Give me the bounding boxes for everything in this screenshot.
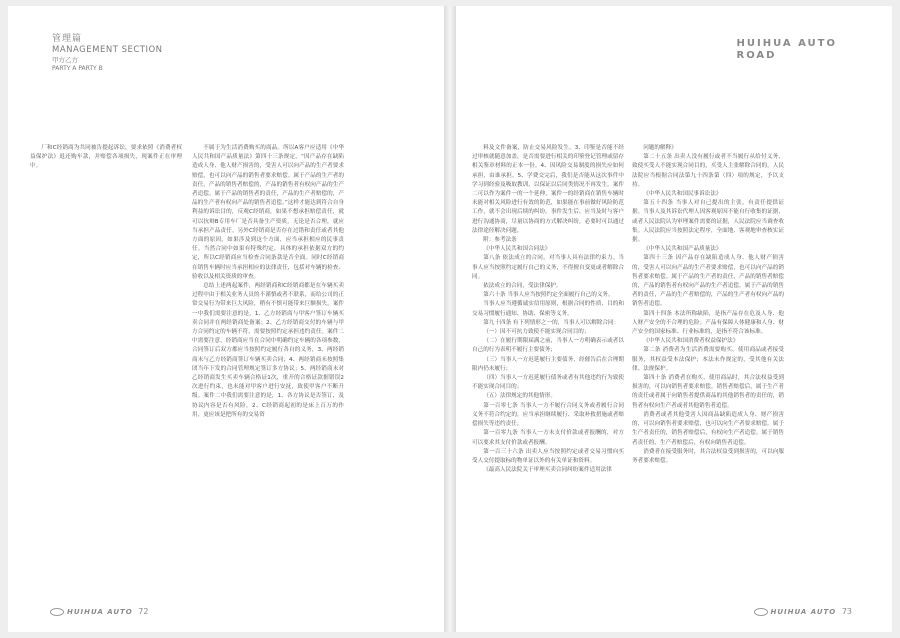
text-column-1	[30, 144, 182, 172]
section-subtitle-cn: 甲方乙方	[52, 56, 78, 64]
law-title: 《中华人民共和国合同法》	[483, 246, 551, 253]
footer-logo: HUIHUA AUTO	[754, 608, 837, 616]
paragraph: 问题的解释》	[643, 145, 677, 151]
paragraph: 第五十四条 当事人对自己提出的主张，有责任提供证据。当事人及其诉讼代理人因客观原因不能自行收集的证据，或者人民法院认为审理案件需要的证据，人民法院应当调查收集。人民法院应当按照法定程序，全面地、客观地审查核实证据。	[632, 200, 784, 244]
paragraph: 第一百零九条 当事人一方未支付价款或者报酬的，对方可以要求其支付价款或者报酬。	[472, 430, 624, 446]
paragraph: 第一百零七条 当事人一方不履行合同义务或者履行合同义务不符合约定的，应当承担继续履行、采取补救措施或者赔偿损失等违约责任。	[472, 402, 624, 428]
paragraph: 第四十条 消费者在购买、使用商品时，其合法权益受到损害的，可以向销售者要求赔偿。销售者赔偿后，属于生产者的责任或者属于向销售者提供商品的其他销售者的责任的，销售者有权向生产者或者其他销售者追偿。	[632, 375, 784, 409]
paragraph: （五）法律规定的其他情形。	[483, 393, 556, 400]
paragraph: （三）当事人一方迟延履行主要债务，经催告后在合理期限内仍未履行；	[472, 356, 624, 372]
section-header	[52, 34, 163, 73]
paragraph: 依法成立的合同，受法律保护。	[483, 283, 562, 290]
law-title: 《中华人民共和国民事诉讼法》	[643, 191, 722, 198]
paragraph: 厂和C经销商为共同被告提起诉讼，要求依照《消费者权益保护法》退还购车款，并赔偿各项损失，现案件正在审理中。	[30, 145, 182, 170]
text-column-3	[472, 144, 624, 475]
paragraph: 附：参考法条	[483, 237, 517, 244]
paragraph: 第四十四条 本法所称缺陷，是指产品存在危及人身、他人财产安全的不合理的危险；产品有保障人体健康和人身、财产安全的国家标准、行业标准的，是指不符合该标准。	[632, 310, 784, 336]
right-page	[456, 6, 892, 632]
paragraph: （一）因不可抗力致使不能实现合同目的；	[483, 329, 590, 336]
book-gutter	[444, 6, 456, 632]
footer-right	[754, 607, 852, 616]
section-title-en: MANAGEMENT SECTION	[52, 45, 163, 55]
paragraph: （二）在履行期限届满之前，当事人一方明确表示或者以自己的行为表明不履行主要债务；	[472, 338, 624, 354]
paragraph: 总结上述两起案件，两经销商和C经销商都是在车辆买卖过程中由于相关业务人员的不谨慎或者不联系，而给公司的正常交易行为带来巨大风险，稍有不慎可能带来巨额损失。案件一中我们需要注意的是，1、乙方经销商与甲客户签订车辆买卖合同并在两经销商处备案；2、乙方经销商交付的车辆与甲方合同约定的车辆不符，需要按照约定承担违约责任。案件二中需要注意，经销商应当在合同中明确约定车辆的各项参数，合同签订后双方都应当按照约定履行各自的义务，3、两经销商未与乙方经销商签订车辆买卖合同；4、两经销商未按照集团当年下发的合同管理规定签订多方协议；5、两经销商未对乙经销商发生买卖车辆合格证1次，重开的合格证款据错误2次进行约束，也未能对甲客户进行安抚，致使甲客户不断升级。案件二中我们需要注意的是，1、各方协议是否签订，及协议内容是否有风险，2、C经销商起初的是床上百万的作用，更应该是把所有的交易资	[192, 283, 344, 418]
paragraph: 当事人应当遵循诚实信用原则，根据合同的性质、目的和交易习惯履行通知、协助、保密等义务。	[472, 301, 624, 317]
paragraph: 第八条 依法成立的合同，对当事人具有法律约束力。当事人应当按照约定履行自己的义务，不得擅自变更或者解除合同。	[472, 255, 624, 280]
law-title: 《中华人民共和国产品质量法》	[643, 246, 722, 253]
footer-logo: HUIHUA AUTO	[50, 608, 133, 616]
paragraph: 第四十三条 因产品存在缺陷造成人身、他人财产损害的，受害人可以向产品的生产者要求赔偿，也可以向产品的销售者要求赔偿。属于产品的生产者的责任，产品的销售者赔偿的，产品的销售者有权向产品的生产者追偿。属于产品的销售者的责任，产品的生产者赔偿的，产品的生产者有权向产品的销售者追偿。	[632, 255, 784, 308]
paragraph: 第六十条 当事人应当按照约定全面履行自己的义务。	[483, 292, 614, 299]
page-number: 73	[841, 607, 852, 616]
paragraph: 消费者或者其他受害人因商品缺陷造成人身、财产损害的，可以向销售者要求赔偿，也可以向生产者要求赔偿。属于生产者责任的，销售者赔偿后，有权向生产者追偿。属于销售者责任的，生产者赔偿后，有权向销售者追偿。	[632, 411, 784, 446]
section-subtitle-en: PARTY A PARTY B	[52, 65, 103, 72]
law-title: 《最高人民法院关于审理买卖合同纠纷案件适用法律	[483, 467, 612, 474]
left-page	[8, 6, 444, 632]
paragraph: （四）当事人一方迟延履行债务或者有其他违约行为致使不能实现合同目的；	[472, 375, 624, 391]
brand-line-2: ROAD	[736, 50, 777, 61]
text-column-2	[192, 144, 344, 420]
paragraph: 第二条 消费者为生活消费需要购买、使用商品或者接受服务，其权益受本法保护；本法未作规定的，受其他有关法律、法规保护。	[632, 347, 784, 372]
paragraph: 第一百三十六条 出卖人应当按照约定或者交易习惯向买受人交付提取标的物单证以外的有关单证和资料。	[472, 448, 624, 464]
text-column-4	[632, 144, 784, 466]
paragraph: 料及文件备案，防止交易风险发生。3、印鉴是否能不经过审核就随意加盖，是否需要进行相关的印鉴登记管理或留存相关鉴章材料的正本一份。4、因风险交易制度的损失应如何承担，由谁承担。5、学费交完后，我们是否能从这次事件中学习到经验及吸取教训，以保证以后同类情况不再发生。案件二可以作为案件一的一个延伸，案件一的经销商在销售车辆时未能对相关风险进行有效的防范，如果能在事前做好风险防范工作，就不会出现后续的纠纷。事件发生后，应当及时与客户进行沟通协商，尽量以协商的方式解决纠纷，必要时可以通过法律途径解决问题。	[472, 145, 624, 234]
paragraph: 消费者在接受服务时，其合法权益受到损害的，可以向服务者要求赔偿。	[632, 448, 784, 464]
brand-logo	[737, 38, 838, 62]
page-number: 72	[138, 607, 149, 616]
footer-left	[50, 607, 148, 616]
paragraph: 不属于为生活消费购买的商品。所以A客户应适用《中华人民共和国产品质量法》第四十三条规定，“因产品存在缺陷造成人身、他人财产损害的，受害人可以向产品的生产者要求赔偿，也可以向产品的销售者要求赔偿。属于产品的生产者的责任，产品的销售者赔偿的，产品的销售者有权向产品的生产者追偿。属于产品的销售者的责任，产品的生产者赔偿的，产品的生产者有权向产品的销售者追偿。”这样才能达到符合自身利益的诉讼目的，反观C经销商，如果不想承担赔偿责任，就可以抗辩B专用车厂是否具备生产资质，无论是否合理，就应当承担产品责任。另外C经销商是否存在过错和责任或者其他方面的原因，如果涉及到这个方面，应当承担相应的民事责任。当然合同中如果有特殊约定，具体的承担依据双方的约定，所以C经销商应当检查合同条款是否全面。同时C经销商在销售车辆时应当承担相应的法律责任，包括对车辆的检查、验收以及相关资质的审查。	[192, 145, 344, 280]
paragraph: 第九十四条 有下列情形之一的，当事人可以解除合同：	[483, 319, 620, 326]
law-title: 《中华人民共和国消费者权益保护法》	[643, 338, 739, 345]
paragraph: 第二十五条 出卖人没有履行或者不当履行从给付义务，致使买受人不能实现合同目的，买受人主张解除合同的，人民法院应当根据合同法第九十四条第（四）项的规定，予以支持。	[632, 154, 784, 188]
section-title-cn: 管理篇	[52, 34, 83, 44]
brand-line-1: HUIHUA AUTO	[736, 38, 837, 49]
